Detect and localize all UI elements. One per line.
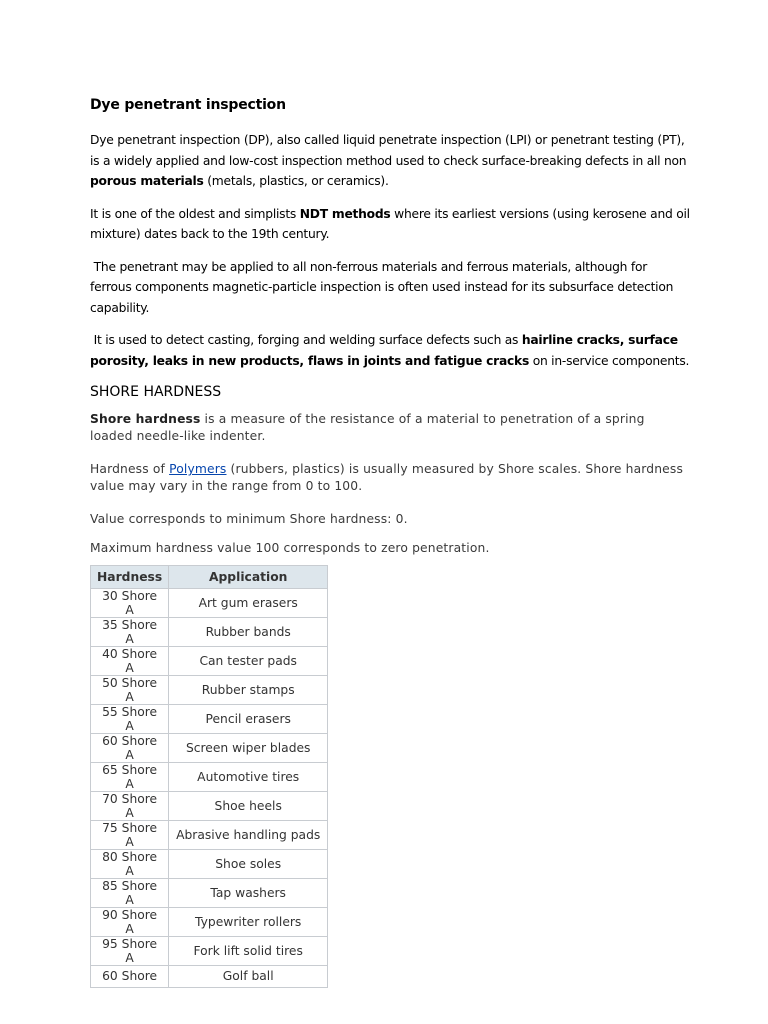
paragraph-min-hardness: Value corresponds to minimum Shore hardness: 0. bbox=[90, 512, 408, 526]
table-row bbox=[91, 791, 328, 820]
table-row bbox=[91, 849, 328, 878]
text-run: It is used to detect casting, forging and welding surface defects such as bbox=[90, 333, 522, 347]
section-title-shore-hardness: SHORE HARDNESS bbox=[90, 384, 222, 400]
table-row bbox=[91, 820, 328, 849]
shore-hardness-table bbox=[90, 565, 328, 988]
hardness-cell: 40 Shore A bbox=[91, 646, 169, 675]
table-row bbox=[91, 675, 328, 704]
text-run: Hardness of bbox=[90, 462, 170, 476]
paragraph-penetrant-application: The penetrant may be applied to all non-ferrous materials and ferrous materials, although for ferrous components magnetic-particle inspection is often used instead for its subsurface detection capability. bbox=[90, 259, 677, 315]
application-cell: Fork lift solid tires bbox=[169, 936, 328, 965]
application-cell: Shoe soles bbox=[169, 849, 328, 878]
text-run: (metals, plastics, or ceramics). bbox=[203, 174, 389, 188]
hardness-cell: 95 Shore A bbox=[91, 936, 169, 965]
hardness-cell: 35 Shore A bbox=[91, 617, 169, 646]
hardness-cell: 50 Shore A bbox=[91, 675, 169, 704]
bold-ndt-methods: NDT methods bbox=[299, 206, 391, 221]
application-cell: Shoe heels bbox=[169, 791, 328, 820]
bold-shore-hardness: Shore hardness bbox=[90, 412, 201, 426]
hardness-cell: 30 Shore A bbox=[91, 588, 169, 617]
hardness-cell: 75 Shore A bbox=[91, 820, 169, 849]
paragraph-dp-definition bbox=[90, 130, 690, 192]
table-row bbox=[91, 762, 328, 791]
hardness-cell: 60 Shore A bbox=[91, 733, 169, 762]
hardness-cell: 90 Shore A bbox=[91, 907, 169, 936]
text-run: (rubbers, plastics) is usually measured by Shore scales. Shore hardness value may vary in the range from 0 to 100. bbox=[90, 462, 684, 493]
table-row bbox=[91, 965, 328, 988]
table-row bbox=[91, 733, 328, 762]
table-row bbox=[91, 588, 328, 617]
application-cell: Abrasive handling pads bbox=[169, 820, 328, 849]
hardness-cell: 80 Shore A bbox=[91, 849, 169, 878]
application-cell: Pencil erasers bbox=[169, 704, 328, 733]
text-run: where its earliest versions (using kerosene and oil mixture) dates back to the 19th century. bbox=[90, 206, 690, 241]
application-cell: Tap washers bbox=[169, 878, 328, 907]
table-header-row bbox=[91, 566, 328, 589]
bold-defect-list: hairline cracks, surface porosity, leaks in new products, flaws in joints and fatigue cracks bbox=[90, 333, 682, 368]
paragraph-polymers bbox=[90, 461, 690, 495]
application-cell: Screen wiper blades bbox=[169, 733, 328, 762]
column-header-hardness: Hardness bbox=[91, 566, 169, 589]
text-run: on in-service components. bbox=[529, 353, 690, 368]
application-cell: Art gum erasers bbox=[169, 588, 328, 617]
application-cell: Golf ball bbox=[169, 965, 328, 988]
application-cell: Automotive tires bbox=[169, 762, 328, 791]
table-row bbox=[91, 907, 328, 936]
table-row bbox=[91, 704, 328, 733]
column-header-application: Application bbox=[169, 566, 328, 589]
hardness-cell: 65 Shore A bbox=[91, 762, 169, 791]
hardness-cell: 70 Shore A bbox=[91, 791, 169, 820]
paragraph-shore-definition bbox=[90, 411, 690, 445]
text-run: It is one of the oldest and simplists bbox=[90, 206, 300, 221]
section-title-dye-penetrant: Dye penetrant inspection bbox=[90, 97, 286, 113]
hardness-cell: 60 Shore bbox=[91, 965, 169, 988]
application-cell: Can tester pads bbox=[169, 646, 328, 675]
paragraph-defect-detection bbox=[90, 330, 690, 371]
polymers-link[interactable]: Polymers bbox=[169, 462, 227, 476]
document-page bbox=[90, 96, 690, 988]
text-run: Dye penetrant inspection (DP), also called liquid penetrate inspection (LPI) or penetrant testing (PT), is a widely applied and low-cost inspection method used to check surface-breaking defects in all non bbox=[90, 133, 687, 168]
hardness-cell: 55 Shore A bbox=[91, 704, 169, 733]
paragraph-max-hardness: Maximum hardness value 100 corresponds to zero penetration. bbox=[90, 541, 490, 555]
application-cell: Rubber bands bbox=[169, 617, 328, 646]
bold-porous-materials: porous materials bbox=[90, 174, 204, 188]
text-run: is a measure of the resistance of a material to penetration of a spring loaded needle-like indenter. bbox=[90, 412, 645, 443]
paragraph-ndt-history bbox=[90, 204, 690, 245]
application-cell: Rubber stamps bbox=[169, 675, 328, 704]
table-row bbox=[91, 936, 328, 965]
table-row bbox=[91, 617, 328, 646]
table-row bbox=[91, 646, 328, 675]
table-row bbox=[91, 878, 328, 907]
hardness-cell: 85 Shore A bbox=[91, 878, 169, 907]
application-cell: Typewriter rollers bbox=[169, 907, 328, 936]
